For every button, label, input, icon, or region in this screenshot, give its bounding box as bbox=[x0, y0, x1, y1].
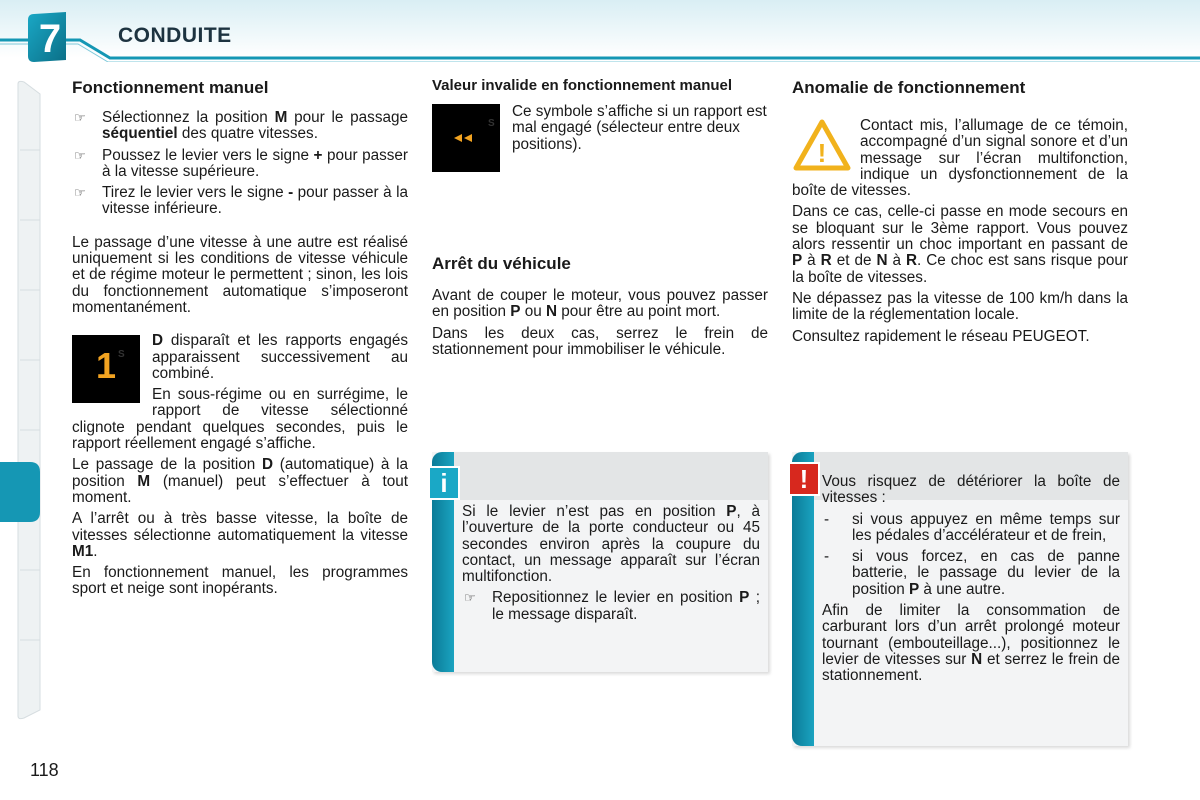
active-chapter-tab bbox=[0, 462, 42, 522]
section-title-invalid: Valeur invalide en fonctionnement manuel bbox=[432, 77, 733, 94]
dashes-icon bbox=[432, 104, 500, 172]
paragraph: En sous-régime ou en surrégime, le rapport de vitesse sélectionné clignote pendant quelques secondes, puis le rapport réellement engagé s’affiche. bbox=[72, 386, 408, 453]
paragraph: En fonctionnement manuel, les programmes sport et neige sont inopérants. bbox=[72, 564, 408, 598]
chapter-number: 7 bbox=[38, 17, 62, 61]
paragraph: Afin de limiter la consommation de carburant lors d’un arrêt prolongé moteur tournant (embouteillage...), positionnez le levier de vitesses sur N et serrez le frein de stationnement. bbox=[822, 602, 1120, 685]
paragraph: Ce symbole s’affiche si un rapport est mal engagé (sélecteur entre deux positions). bbox=[512, 103, 767, 153]
alert-box-bar bbox=[792, 452, 814, 746]
sport-s-indicator: S bbox=[488, 118, 495, 129]
invalid-gear-icon bbox=[432, 104, 500, 172]
info-box-header bbox=[454, 452, 768, 500]
dash-item bbox=[822, 549, 1120, 598]
column-invalid-stop bbox=[432, 78, 768, 176]
column-manual bbox=[72, 78, 408, 603]
gear-digit: 1 bbox=[96, 345, 117, 387]
paragraph: Vous risquez de détériorer la boîte de vitesses : bbox=[822, 473, 1120, 507]
paragraph: Consultez rapidement le réseau PEUGEOT. bbox=[792, 327, 1090, 345]
bullet-text: Tirez le levier vers le signe - pour passer à la vitesse inférieure. bbox=[102, 184, 408, 218]
dash-marker: - bbox=[824, 510, 830, 528]
bullet-text: Sélectionnez la position M pour le passage séquentiel des quatre vitesses. bbox=[102, 109, 408, 143]
dash-item bbox=[822, 512, 1120, 545]
paragraph: Si le levier n’est pas en position P, à l’ouverture de la porte conducteur ou 45 secondes environ après la coupure du contact, un message apparaît sur l’écran multifonction. bbox=[462, 503, 760, 586]
bullet-item bbox=[72, 148, 408, 181]
sport-s-indicator: S bbox=[118, 349, 125, 361]
column-anomaly bbox=[792, 78, 1128, 350]
gear-display-icon bbox=[72, 335, 140, 403]
bullet-text: Repositionnez le levier en position P ; le message disparaît. bbox=[492, 589, 760, 623]
paragraph: Le passage de la position D (automatique) à la position M (manuel) peut s’effectuer à tout moment. bbox=[72, 456, 409, 506]
warning-triangle-icon bbox=[792, 118, 852, 174]
info-icon: i bbox=[428, 466, 460, 500]
dash-marker: - bbox=[824, 548, 830, 566]
hand-pointer-icon: ☞ bbox=[74, 185, 86, 201]
section-stop bbox=[432, 254, 768, 363]
paragraph: Le passage d’une vitesse à une autre est réalisé uniquement si les conditions de vitesse véhicule et de régime moteur le permettent ; sinon, les lois du fonctionnement automatique s’imposeront momentanément. bbox=[72, 233, 408, 316]
paragraph: Ne dépassez pas la vitesse de 100 km/h dans la limite de la réglementation locale. bbox=[792, 289, 1128, 324]
svg-text:!: ! bbox=[817, 138, 827, 168]
paragraph: Dans les deux cas, serrez le frein de stationnement pour immobiliser le véhicule. bbox=[432, 324, 768, 358]
paragraph: Avant de couper le moteur, vous pouvez passer en position P ou N pour être au point mort. bbox=[432, 287, 768, 321]
alert-box bbox=[792, 452, 1128, 746]
chapter-tabs bbox=[16, 80, 44, 720]
paragraph: D disparaît et les rapports engagés apparaissent successivement au combiné. bbox=[152, 332, 408, 382]
bullet-item bbox=[72, 110, 408, 143]
section-title-stop: Arrêt du véhicule bbox=[432, 254, 571, 273]
alert-icon: ! bbox=[788, 462, 820, 496]
hand-pointer-icon: ☞ bbox=[74, 147, 86, 163]
info-box bbox=[432, 452, 768, 672]
bullet-text: Poussez le levier vers le signe + pour passer à la vitesse supérieure. bbox=[102, 146, 408, 180]
paragraph: A l’arrêt ou à très basse vitesse, la boîte de vitesses sélectionne automatiquement la vitesse M1. bbox=[72, 510, 408, 560]
bullet-item bbox=[462, 590, 760, 623]
section-title-anomaly: Anomalie de fonctionnement bbox=[792, 78, 1026, 97]
section-title-manual: Fonctionnement manuel bbox=[72, 78, 269, 97]
page-number: 118 bbox=[30, 760, 59, 780]
dash-text: si vous appuyez en même temps sur les pédales d’accélérateur et de frein, bbox=[852, 510, 1120, 544]
chapter-title: CONDUITE bbox=[118, 24, 232, 47]
dash-text: si vous forcez, en cas de panne batterie, le passage du levier de la position P à une autre. bbox=[852, 548, 1120, 598]
hand-pointer-icon: ☞ bbox=[464, 590, 476, 606]
paragraph: Contact mis, l’allumage de ce témoin, accompagné d’un signal sonore et d’un message sur l’écran multifonction, indique un dysfonctionnement de la boîte de vitesses. bbox=[792, 117, 1128, 200]
hand-pointer-icon: ☞ bbox=[74, 110, 86, 125]
paragraph: Dans ce cas, celle-ci passe en mode secours en se bloquant sur le 3ème rapport. Vous pouvez alors ressentir un choc important en passant de P à R et de N à R. Ce choc est sans risque pour la boîte de vitesses. bbox=[792, 203, 1128, 286]
bullet-item bbox=[72, 185, 408, 218]
